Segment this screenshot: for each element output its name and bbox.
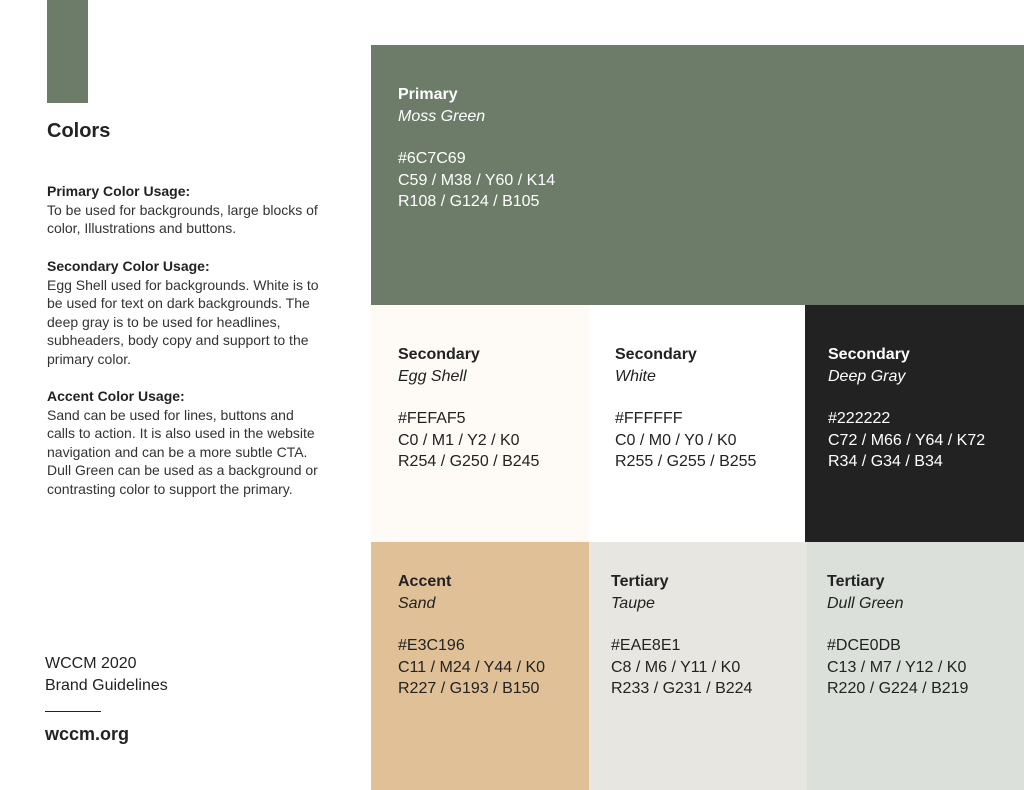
swatch-cmyk: C13 / M7 / Y12 / K0: [827, 658, 967, 676]
swatch-role: Secondary: [615, 346, 697, 363]
swatch-cmyk: C0 / M0 / Y0 / K0: [615, 431, 737, 449]
swatch-hex: #6C7C69: [398, 150, 466, 168]
swatch-role: Secondary: [398, 346, 480, 363]
swatch-name: Moss Green: [398, 107, 486, 125]
website-url: wccm.org: [45, 724, 130, 744]
swatch-cmyk: C8 / M6 / Y11 / K0: [611, 658, 741, 676]
secondary-usage-section: [47, 257, 322, 369]
swatch-rgb: R233 / G231 / B224: [611, 680, 753, 698]
swatch-white: [589, 305, 805, 542]
swatch-hex: #DCE0DB: [827, 637, 901, 655]
accent-usage-heading: Accent Color Usage:: [47, 388, 185, 404]
swatch-cmyk: C11 / M24 / Y44 / K0: [398, 658, 546, 676]
swatch-role: Tertiary: [827, 573, 885, 590]
swatch-role: Primary: [398, 86, 458, 103]
swatch-name: Dull Green: [827, 594, 904, 612]
swatch-hex: #222222: [828, 410, 891, 428]
swatch-cmyk: C59 / M38 / Y60 / K14: [398, 171, 556, 189]
footer-divider: [45, 711, 101, 712]
swatch-role: Tertiary: [611, 573, 669, 590]
primary-usage-text: To be used for backgrounds, large blocks of color, Illustrations and buttons.: [47, 201, 318, 237]
accent-usage-section: [47, 387, 322, 499]
swatch-rgb: R34 / G34 / B34: [828, 453, 943, 471]
accent-bar: [47, 0, 88, 103]
swatch-rgb: R220 / G224 / B219: [827, 680, 969, 698]
swatch-name: Sand: [398, 594, 436, 612]
document-title-line2: Brand Guidelines: [45, 677, 168, 694]
swatch-rgb: R255 / G255 / B255: [615, 453, 757, 471]
swatch-role: Accent: [398, 573, 452, 590]
swatch-rgb: R227 / G193 / B150: [398, 680, 540, 698]
swatch-hex: #E3C196: [398, 637, 465, 655]
swatch-egg-shell: [371, 305, 589, 542]
swatch-name: White: [615, 367, 656, 385]
swatch-rgb: R108 / G124 / B105: [398, 193, 540, 211]
swatch-name: Taupe: [611, 594, 655, 612]
swatch-deep-gray: [805, 305, 1024, 542]
secondary-usage-heading: Secondary Color Usage:: [47, 258, 210, 274]
swatch-rgb: R254 / G250 / B245: [398, 453, 540, 471]
accent-usage-text: Sand can be used for lines, buttons and calls to action. It is also used in the website navigation and can be a more subtle CTA. Dull Green can be used as a background or contrasting color to support the primary.: [47, 406, 318, 497]
swatch-hex: #FFFFFF: [615, 410, 683, 428]
swatch-hex: #FEFAF5: [398, 410, 466, 428]
swatch-sand: [371, 542, 589, 790]
swatch-moss-green: [371, 45, 1024, 305]
page-title: Colors: [47, 120, 111, 142]
swatch-hex: #EAE8E1: [611, 637, 681, 655]
swatch-role: Secondary: [828, 346, 910, 363]
primary-usage-section: [47, 182, 322, 238]
document-title: [45, 653, 168, 697]
secondary-usage-text: Egg Shell used for backgrounds. White is to be used for text on dark backgrounds. The deep gray is to be used for headlines, subheaders, body copy and support to the primary color.: [47, 276, 319, 367]
swatch-cmyk: C0 / M1 / Y2 / K0: [398, 431, 520, 449]
swatch-taupe: [589, 542, 807, 790]
swatch-dull-green: [807, 542, 1024, 790]
primary-usage-heading: Primary Color Usage:: [47, 183, 191, 199]
document-title-line1: WCCM 2020: [45, 655, 137, 672]
swatch-name: Egg Shell: [398, 367, 467, 385]
swatch-name: Deep Gray: [828, 367, 906, 385]
swatch-cmyk: C72 / M66 / Y64 / K72: [828, 431, 986, 449]
